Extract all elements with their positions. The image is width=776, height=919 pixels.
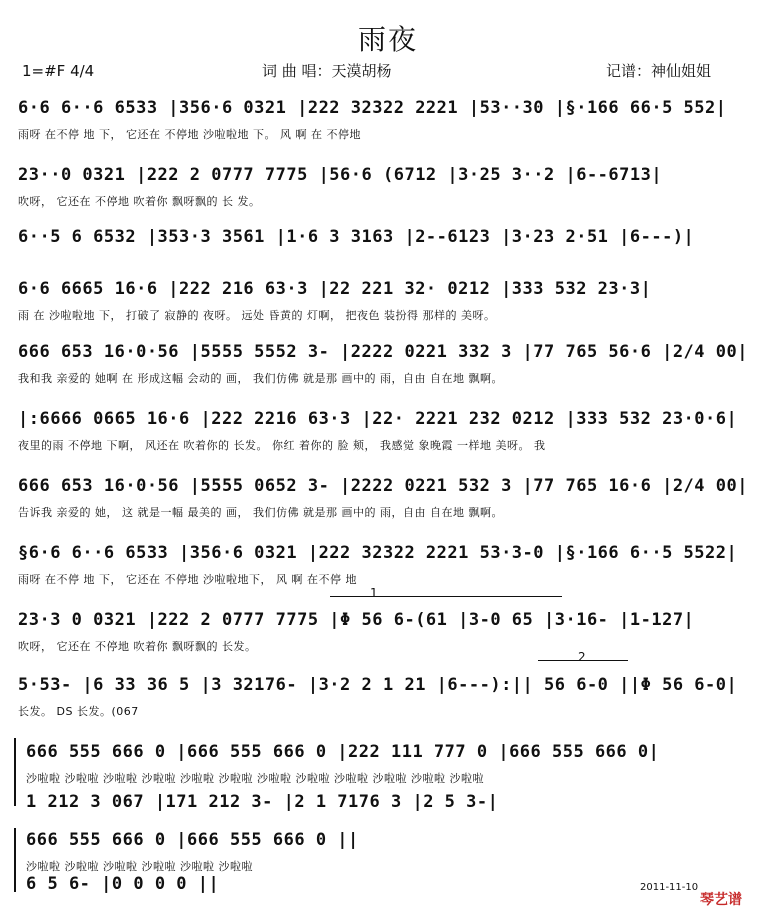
site-logo: 琴艺谱	[700, 892, 742, 908]
lyrics-line: 沙啦啦 沙啦啦 沙啦啦 沙啦啦 沙啦啦 沙啦啦 沙啦啦 沙啦啦 沙啦啦 沙啦啦 沙啦啦 沙啦啦	[26, 772, 484, 785]
notes-line: 666 555 666 0 |666 555 666 0 |222 111 777 0 |666 555 666 0|	[26, 742, 660, 762]
transcriber: 记谱：神仙姐姐	[606, 62, 712, 80]
notes-line: 23··0 0321 |222 2 0777 7775 |56·6 (6712 |3·25 3··2 |6--6713|	[18, 165, 663, 185]
volta-1-line	[330, 596, 562, 597]
lyrics-line: 我和我 亲爱的 她啊 在 形成这幅 会动的 画， 我们仿佛 就是那 画中的 雨，自由 自在地 飘啊。	[18, 372, 503, 385]
system-bracket	[14, 828, 16, 892]
notes-line: 5·53- |6 33 36 5 |3 32176- |3·2 2 1 21 |6---):|| 56 6-0 ||Φ 56 6-0|	[18, 675, 738, 695]
notes-line: 666 555 666 0 |666 555 666 0 ||	[26, 830, 359, 850]
lyrics-line: 雨呀 在不停 地 下， 它还在 不停地 沙啦啦地 下。 风 啊 在 不停地	[18, 128, 361, 141]
notes-line: 666 653 16·0·56 |5555 0652 3- |2222 0221 532 3 |77 765 16·6 |2/4 00|	[18, 476, 748, 496]
credits: 词 曲 唱：天漠胡杨	[262, 62, 392, 80]
date: 2011-11-10	[640, 882, 699, 893]
volta-2-label: 2	[578, 650, 586, 664]
notes-line: |:6666 0665 16·6 |222 2216 63·3 |22· 2221 232 0212 |333 532 23·0·6|	[18, 409, 738, 429]
notes-line: 666 653 16·0·56 |5555 5552 3- |2222 0221 332 3 |77 765 56·6 |2/4 00|	[18, 342, 748, 362]
notes-line: 6·6 6··6 6533 |356·6 0321 |222 32322 2221 |53··30 |§·166 66·5 552|	[18, 98, 727, 118]
lyrics-line: 夜里的雨 不停地 下啊， 风还在 吹着你的 长发。 你红 着你的 脸 颊， 我感觉 象晚霞 一样地 美呀。 我	[18, 439, 546, 452]
system-bracket	[14, 738, 16, 806]
volta-1-label: 1	[370, 586, 378, 600]
lyrics-line: 告诉我 亲爱的 她， 这 就是一幅 最美的 画， 我们仿佛 就是那 画中的 雨，自由 自在地 飘啊。	[18, 506, 503, 519]
notes-line: 6··5 6 6532 |353·3 3561 |1·6 3 3163 |2--6123 |3·23 2·51 |6---)|	[18, 227, 695, 247]
lyrics-line: 长发。 DS 长发。(067	[18, 705, 139, 718]
notes-line: 1 212 3 067 |171 212 3- |2 1 7176 3 |2 5 3-|	[26, 792, 499, 812]
lyrics-line: 沙啦啦 沙啦啦 沙啦啦 沙啦啦 沙啦啦 沙啦啦	[26, 860, 253, 873]
key-signature: 1=#F 4/4	[22, 62, 95, 80]
notes-line: 23·3 0 0321 |222 2 0777 7775 |Φ 56 6-(61 |3-0 65 |3·16- |1-127|	[18, 610, 695, 630]
lyrics-line: 吹呀， 它还在 不停地 吹着你 飘呀飘的 长发。	[18, 640, 257, 653]
song-title: 雨夜	[357, 23, 418, 56]
notes-line: 6·6 6665 16·6 |222 216 63·3 |22 221 32· 0212 |333 532 23·3|	[18, 279, 652, 299]
notes-line: 6 5 6- |0 0 0 0 ||	[26, 874, 220, 894]
notes-line: §6·6 6··6 6533 |356·6 0321 |222 32322 2221 53·3-0 |§·166 6··5 5522|	[18, 543, 738, 563]
lyrics-line: 雨呀 在不停 地 下， 它还在 不停地 沙啦啦地下， 风 啊 在不停 地	[18, 573, 357, 586]
lyrics-line: 雨 在 沙啦啦地 下， 打破了 寂静的 夜呀。 远处 昏黄的 灯啊， 把夜色 装扮得 那样的 美呀。	[18, 309, 496, 322]
lyrics-line: 吹呀， 它还在 不停地 吹着你 飘呀飘的 长 发。	[18, 195, 261, 208]
